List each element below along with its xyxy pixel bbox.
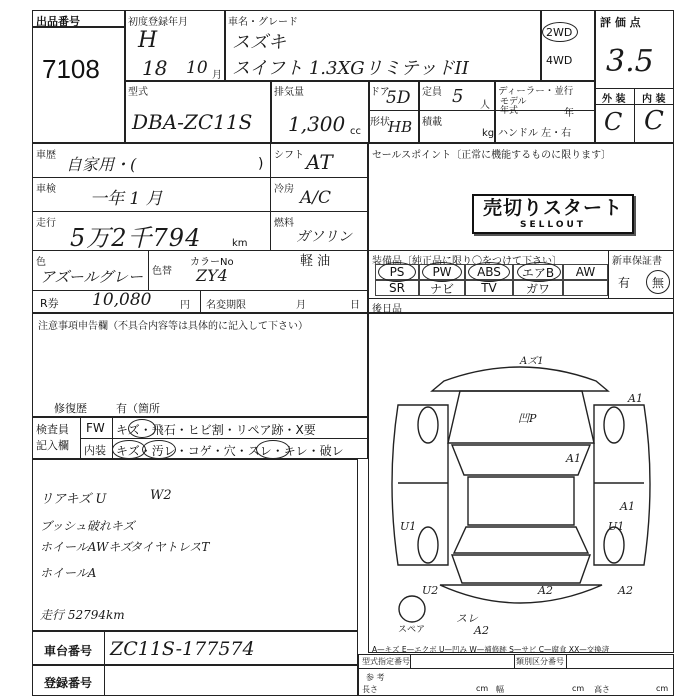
registration-number-label: 登録番号: [44, 676, 93, 690]
model-type-label: 型式: [128, 87, 148, 98]
equip-pw: PW: [419, 264, 465, 280]
shift-value: AT: [306, 150, 333, 174]
mileage-value: 5万2千794: [70, 224, 202, 252]
sellout-sub: SELLOUT: [520, 220, 586, 230]
evaluation-label: 評 価 点: [600, 16, 641, 29]
drive-2wd-circle: [542, 22, 578, 42]
handle-label: ハンドル 左・右: [498, 128, 572, 139]
equip-blank: [563, 280, 608, 296]
trunk: [452, 555, 590, 583]
transfer-day: 日: [350, 300, 360, 311]
mark-hood: 凹P: [518, 412, 537, 425]
mark-left-rear: U2: [422, 584, 439, 597]
length-unit: cm: [476, 684, 489, 693]
in-kizu-circle: [112, 440, 146, 459]
drive-4wd: 4WD: [546, 54, 573, 67]
mark-right-rear: A1: [620, 500, 635, 513]
note-line-1b: W2: [150, 488, 172, 503]
pw-circle: [422, 262, 462, 282]
fw-kizu-circle: [128, 419, 156, 438]
equip-abs: ABS: [465, 264, 513, 280]
history-value: 自家用・(: [66, 155, 137, 174]
drive-2wd: 2WD: [546, 26, 573, 39]
mark-front: Aズ1: [520, 356, 544, 367]
displacement-unit: cc: [350, 126, 361, 137]
evaluation-score: 3.5: [606, 44, 654, 79]
warranty-label: 新車保証書: [612, 256, 662, 267]
fw-label: FW: [86, 421, 105, 435]
warranty-no: 無: [652, 276, 665, 290]
fuel-alt: 軽 油: [300, 254, 331, 269]
exterior-label: 外 装: [602, 94, 626, 105]
ac-label: 冷房: [274, 184, 294, 195]
registration-era: H: [138, 28, 158, 53]
displacement-value: 1,300: [288, 112, 346, 136]
length-label: 長さ: [362, 685, 378, 694]
rear-bumper: [440, 585, 602, 603]
width-label: 幅: [496, 685, 504, 694]
class-number-label: 類別区分番号: [516, 657, 564, 666]
color-code: ZY4: [196, 266, 228, 285]
note-line-1: リアキズ U: [40, 492, 107, 507]
load-unit: kg: [482, 128, 495, 139]
recycle-yen: 円: [180, 300, 190, 311]
interior-inspect-label: 内装: [84, 444, 106, 457]
in-kitane-circle: [142, 440, 176, 459]
capacity-label: 定員: [422, 87, 442, 98]
mark-scuff: スレ: [456, 612, 478, 625]
notes-label: 注意事項申告欄（不具合内容等は具体的に記入して下さい）: [38, 321, 308, 332]
vehicle-make: スズキ: [232, 32, 286, 53]
equip-sr: SR: [375, 280, 419, 296]
color-change-label: 色替: [152, 266, 172, 277]
lot-number-label: 出品番号: [36, 15, 80, 28]
ac-value: A/C: [300, 188, 332, 208]
warranty-no-circle: [646, 270, 670, 294]
warranty-yes: 有: [618, 276, 631, 290]
shape-value: HB: [388, 118, 413, 136]
door-label: ドア: [370, 87, 390, 98]
mark-right-front: A1: [628, 392, 643, 405]
sellout-stamp: [472, 194, 634, 234]
height-unit: cm: [656, 684, 669, 693]
fw-text: キズ・飛石・ヒビ割・リペア跡・X要: [116, 423, 316, 437]
chassis-number: ZC11S-177574: [110, 638, 255, 660]
interior-inspect-text: キズ・汚レ・コゲ・穴・スレ・キレ・破レ: [116, 444, 344, 458]
equip-ps: PS: [375, 264, 419, 280]
color-value: アズールグレー: [40, 268, 144, 286]
equip-aw: AW: [563, 264, 608, 280]
color-label: 色: [36, 257, 46, 268]
equip-airbag: エアB: [513, 264, 563, 280]
capacity-value: 5: [452, 86, 464, 107]
door-value: 5D: [386, 88, 411, 108]
spare-label: スペア: [398, 625, 426, 635]
mark-rear-left: A2: [474, 624, 489, 637]
wheel-rear-left: [418, 527, 438, 563]
mark-rear-bumper: A2: [538, 584, 553, 597]
equip-navi: ナビ: [419, 280, 465, 296]
repair-history-value: 有（箇所: [116, 402, 160, 415]
mileage-unit: km: [232, 238, 248, 249]
model-type: DBA-ZC11S: [132, 110, 253, 134]
model-year-label: モデル年式: [500, 97, 527, 116]
lot-number: 7108: [42, 54, 100, 84]
note-line-3b: タイヤトレスT: [130, 540, 210, 554]
displacement-label: 排気量: [274, 87, 304, 98]
load-label: 積載: [422, 117, 442, 128]
note-line-5: 走行 52794km: [40, 608, 125, 622]
width-unit: cm: [572, 684, 585, 693]
model-year-unit: 年: [564, 108, 574, 119]
rear-window: [454, 527, 588, 553]
recycle-value: 10,080: [92, 290, 152, 310]
transfer-month: 月: [296, 300, 306, 311]
dealer-label: ディーラー・並行: [498, 86, 574, 97]
exterior-grade: C: [604, 108, 623, 136]
reference-label: 参 考: [366, 673, 385, 682]
spare-tire: [399, 596, 425, 622]
first-registration-label: 初度登録年月: [128, 17, 188, 28]
front-bumper: [432, 367, 608, 391]
ps-circle: [378, 262, 416, 282]
mark-right-side: U1: [608, 520, 625, 533]
inspection-label: 車検: [36, 184, 56, 195]
registration-year: 18: [142, 56, 168, 80]
right-side: [594, 405, 650, 565]
chassis-number-label: 車台番号: [44, 644, 93, 658]
back-item-label: 後日品: [372, 304, 402, 315]
mark-right-door: A1: [566, 452, 581, 465]
transfer-deadline-label: 名変期限: [206, 300, 246, 311]
shift-label: シフト: [274, 150, 304, 161]
history-label: 車歴: [36, 150, 56, 161]
repair-history-label: 修復歴: [54, 402, 87, 415]
equip-gawa: ガワ: [513, 280, 563, 296]
height-label: 高さ: [594, 685, 610, 694]
wheel-front-left: [418, 407, 438, 443]
abs-circle: [468, 262, 510, 282]
sellout-main: 売切りスタート: [482, 197, 623, 219]
interior-grade: C: [644, 106, 664, 136]
note-line-3: ホイールAWキズ: [40, 540, 133, 554]
fuel-label: 燃料: [274, 218, 294, 229]
note-line-2: ブッシュ破れキズ: [40, 519, 135, 533]
recycle-label: R券: [40, 297, 59, 310]
in-sure-circle: [256, 440, 290, 459]
history-close: ): [258, 156, 264, 172]
inspection-value: 一年 1 月: [90, 189, 163, 209]
equipment-label: 装備品〔純正品に限り〇をつけて下さい〕: [372, 256, 562, 267]
fuel-value: ガソリン: [296, 229, 352, 245]
mark-left-door: U1: [400, 520, 417, 533]
month-unit: 月: [212, 70, 222, 81]
registration-month: 10: [186, 58, 208, 78]
capacity-unit: 人: [480, 100, 490, 111]
sales-point-label: セールスポイント〔正常に機能するものに限ります〕: [372, 150, 612, 161]
airbag-circle: [517, 262, 561, 282]
roof: [468, 477, 574, 525]
shape-label: 形状: [370, 117, 390, 128]
mileage-label: 走行: [36, 218, 56, 229]
mark-rear-wheel: A2: [618, 584, 633, 597]
note-line-4: ホイールA: [40, 566, 97, 580]
designated-number-label: 型式指定番号: [362, 657, 410, 666]
equip-tv: TV: [465, 280, 513, 296]
vehicle-model-grade: スイフト 1.3XGリミテッドII: [232, 58, 469, 79]
wheel-front-right: [604, 407, 624, 443]
damage-legend: A—キズ E—エクボ U—凹み W—補修跡 S—サビ C—腐食 XX—交換済: [372, 645, 610, 654]
left-side: [392, 405, 448, 565]
interior-label: 内 装: [642, 94, 666, 105]
color-code-label: カラーNo: [190, 257, 234, 268]
inspector-label: 検査員記入欄: [36, 423, 69, 452]
vehicle-name-label: 車名・グレード: [228, 17, 298, 28]
